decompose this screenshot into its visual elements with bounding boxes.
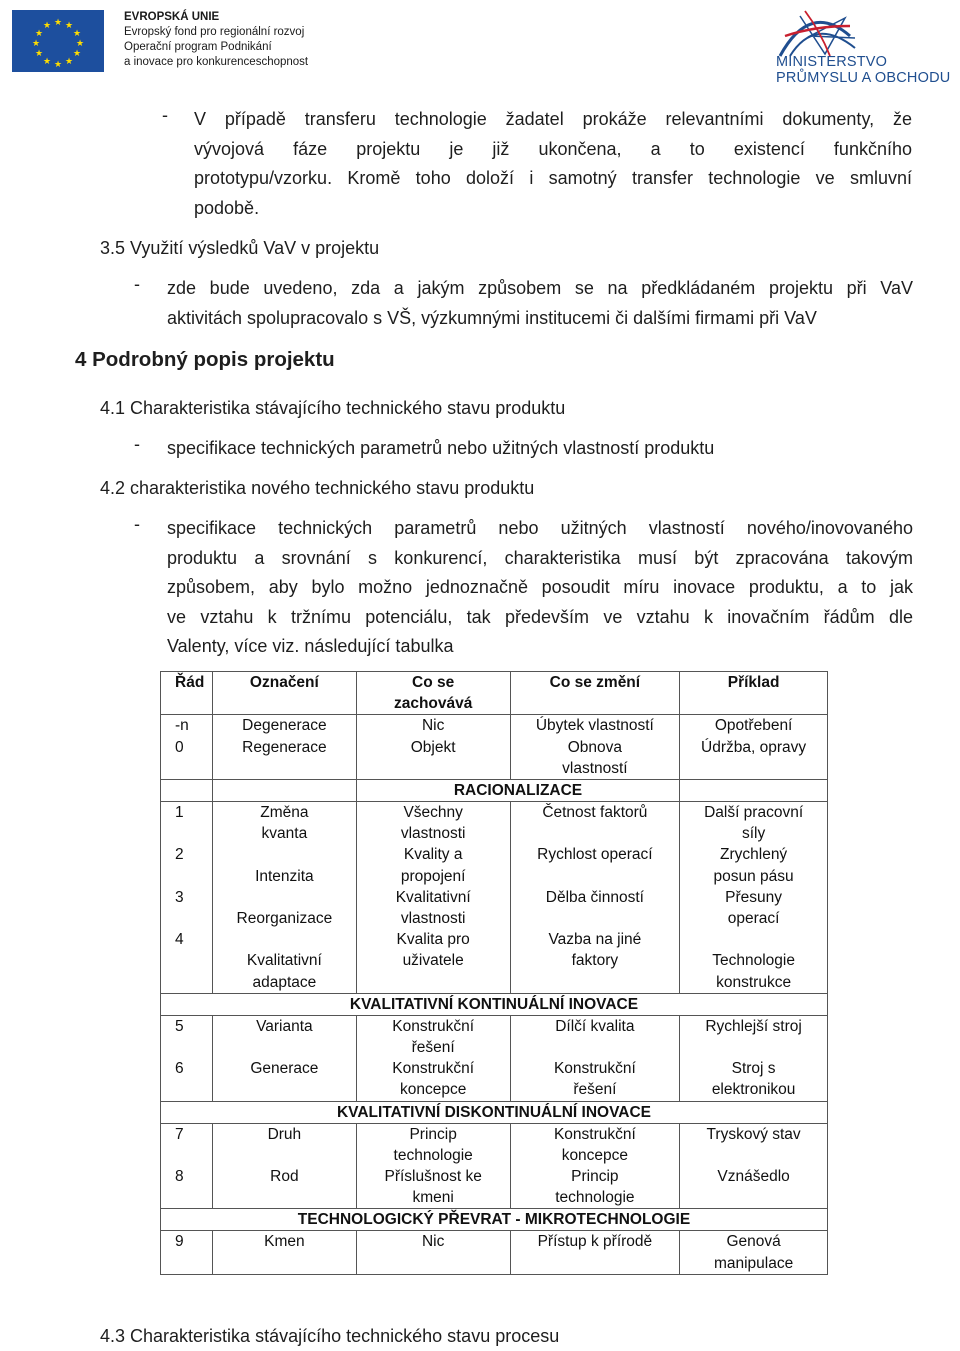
section-3-5-heading: 3.5 Využití výsledků VaV v projektu (100, 238, 380, 258)
paragraph-line: prototypu/vzorku. Kromě toho doloží i samotný transfer technologie ve smluvní (194, 168, 912, 188)
header-cell (356, 672, 510, 715)
table-cell (510, 802, 680, 994)
cell-line (213, 1037, 356, 1058)
cell-line: uživatele (402, 952, 464, 970)
eu-stars-icon (12, 10, 104, 72)
table-cell (356, 1231, 510, 1274)
cell-line: Kvalitativní (246, 952, 322, 970)
section-4-1-bullet: specifikace technických parametrů nebo užitných vlastností produktu (167, 438, 715, 458)
transfer-paragraph (194, 105, 912, 223)
svg-text:★: ★ (64, 21, 74, 31)
cell-line (175, 1037, 212, 1058)
cell-line (511, 1037, 680, 1058)
table-cell (212, 1015, 356, 1101)
table-cell (510, 1231, 680, 1274)
svg-text:★: ★ (31, 39, 41, 49)
cell-line: 8 (175, 1168, 184, 1186)
paragraph-line: V případě transferu technologie žadatel prokáže relevantními dokumenty, že (194, 109, 912, 129)
cell-line: 2 (175, 846, 184, 864)
cell-line: Řád (175, 674, 205, 691)
header-cell (680, 672, 828, 715)
cell-line: Nic (421, 1233, 445, 1251)
svg-text:★: ★ (53, 18, 63, 28)
cell-line (213, 1145, 356, 1166)
cell-line: Označení (249, 674, 319, 691)
cell-line: koncepce (561, 1146, 629, 1164)
cell-line: Varianta (256, 1017, 313, 1035)
cell-line (680, 1037, 827, 1058)
cell-line: Četnost faktorů (542, 804, 648, 822)
header-cell (161, 672, 213, 715)
cell-line: Intenzita (255, 867, 314, 885)
table-cell (680, 1231, 828, 1274)
table-band-row (161, 1101, 828, 1123)
table-cell (212, 1231, 356, 1274)
cell-line: Degenerace (242, 717, 327, 735)
table-row (161, 1231, 828, 1274)
cell-line: Kvality a (403, 846, 463, 864)
mpo-line: PRŮMYSLU A OBCHODU (776, 70, 951, 86)
cell-line: Další pracovní (704, 804, 804, 822)
cell-line: Rod (270, 1168, 299, 1186)
cell-line: faktory (571, 952, 619, 970)
cell-line (175, 908, 212, 929)
eu-line: Operační program Podnikání (124, 41, 272, 53)
cell-line: 4 (175, 931, 184, 949)
cell-line: Regenerace (242, 738, 327, 756)
cell-line: kmeni (412, 1189, 454, 1207)
cell-line: technologie (555, 1189, 635, 1207)
band-kontinualni: KVALITATIVNÍ KONTINUÁLNÍ INOVACE (161, 993, 828, 1015)
cell-line: elektronikou (711, 1081, 796, 1099)
paragraph-line: vývojová fáze projektu je již ukončena, a to existencí funkčního (194, 138, 912, 159)
cell-line: Konstrukční (553, 1060, 636, 1078)
band-diskontinualni: KVALITATIVNÍ DISKONTINUÁLNÍ INOVACE (161, 1101, 828, 1123)
cell-line (213, 929, 356, 950)
cell-line: vlastností (562, 759, 628, 777)
cell-line: Dílčí kvalita (555, 1017, 635, 1035)
cell-line: Konstrukční (392, 1017, 475, 1035)
table-cell (356, 1123, 510, 1209)
paragraph-line: podobě. (194, 197, 260, 218)
table-cell (510, 715, 680, 780)
eu-flag-logo (12, 10, 104, 72)
cell-line: síly (741, 825, 766, 843)
cell-line: 0 (175, 738, 184, 756)
paragraph-line: zde bude uvedeno, zda a jakým způsobem se na předkládaném projektu při VaV (167, 278, 913, 298)
cell-line: vlastnosti (400, 825, 466, 843)
cell-line: Kmen (264, 1233, 305, 1251)
paragraph-line: aktivitách spolupracovalo s VŠ, výzkumnými institucemi či dalšími firmami při VaV (167, 307, 817, 328)
paragraph-line: Valenty, více viz. následující tabulka (167, 636, 454, 656)
bullet-dash: - (134, 434, 140, 454)
chapter-4-heading: 4 Podrobný popis projektu (75, 348, 335, 371)
cell-line: 1 (175, 804, 184, 822)
cell-line: konstrukce (716, 973, 792, 991)
cell-line: technologie (393, 1146, 473, 1164)
table-cell (680, 802, 828, 994)
cell-line: 6 (175, 1060, 184, 1078)
table-row (161, 1123, 828, 1209)
svg-text:★: ★ (42, 57, 52, 67)
eu-program-text (124, 10, 308, 70)
eu-line: Evropský fond pro regionální rozvoj (124, 26, 305, 38)
innovation-orders-table (160, 671, 828, 1275)
cell-line: Reorganizace (236, 910, 333, 928)
cell-line: Rychlejší stroj (705, 1017, 802, 1035)
header-cell (212, 672, 356, 715)
cell-line: Příklad (727, 674, 780, 691)
table-cell (212, 1123, 356, 1209)
table-cell (161, 715, 213, 780)
paragraph-line: způsobem, aby bylo možno jednoznačně posoudit míru inovace produktu, a to jak (167, 577, 913, 597)
cell-line: Druh (267, 1125, 302, 1143)
band-prevrat: TECHNOLOGICKÝ PŘEVRAT - MIKROTECHNOLOGIE (161, 1209, 828, 1231)
cell-line: řešení (411, 1039, 455, 1057)
cell-line: propojení (400, 867, 466, 885)
cell-line: Tryskový stav (706, 1125, 801, 1143)
svg-text:★: ★ (64, 57, 74, 67)
eu-line: a inovace pro konkurenceschopnost (124, 56, 309, 68)
mpo-line: MINISTERSTVO (776, 54, 888, 70)
cell-line: manipulace (713, 1254, 794, 1272)
cell-line: vlastnosti (400, 910, 466, 928)
cell-line: 5 (175, 1017, 184, 1035)
cell-line (175, 1145, 212, 1166)
cell-line: Konstrukční (553, 1125, 636, 1143)
cell-line: Rychlost operací (537, 846, 653, 864)
table-row (161, 1015, 828, 1101)
svg-text:★: ★ (75, 39, 85, 49)
table-row (161, 715, 828, 780)
cell-line (680, 929, 827, 950)
table-cell (212, 802, 356, 994)
cell-line: Co se změní (549, 674, 641, 691)
cell-line: 3 (175, 888, 184, 906)
table-cell (680, 1015, 828, 1101)
cell-line: Dělba činností (545, 888, 644, 906)
cell-line: Konstrukční (392, 1060, 475, 1078)
cell-line (213, 844, 356, 865)
cell-line (511, 908, 680, 929)
svg-text:★: ★ (34, 49, 44, 59)
svg-text:★: ★ (34, 29, 44, 39)
cell-line: Kvalita pro (396, 931, 470, 949)
bullet-dash: - (134, 274, 140, 294)
cell-line: Co se (412, 674, 455, 691)
table-cell (510, 1015, 680, 1101)
paragraph-line: specifikace technických parametrů nebo užitných vlastností nového/inovovaného (167, 518, 913, 538)
table-band-row (161, 1209, 828, 1231)
section-4-2-heading: 4.2 charakteristika nového technického stavu produktu (100, 478, 535, 498)
cell-line (511, 866, 680, 887)
table-cell (680, 715, 828, 780)
cell-line (175, 823, 212, 844)
table-cell (161, 802, 213, 994)
paragraph-line: produktu a srovnání s konkurencí, charakteristika musí být zpracována takovým (167, 547, 913, 568)
cell-line: Nic (421, 717, 445, 735)
cell-line: -n (175, 717, 189, 735)
table-row (161, 802, 828, 994)
cell-line: Stroj s (731, 1060, 776, 1078)
cell-line: Přístup k přírodě (537, 1233, 653, 1251)
section-4-2-paragraph (167, 514, 913, 662)
cell-line: Objekt (410, 738, 456, 756)
table-cell (212, 715, 356, 780)
cell-line (213, 887, 356, 908)
table-cell (356, 715, 510, 780)
table-cell (510, 1123, 680, 1209)
cell-line: adaptace (252, 973, 317, 991)
bullet-dash: - (162, 105, 168, 125)
cell-line: Technologie (712, 952, 795, 970)
cell-line: Princip (409, 1125, 457, 1143)
cell-line: 9 (175, 1233, 184, 1251)
table-band-row (161, 780, 828, 802)
cell-line: Přesuny (725, 888, 783, 906)
table-cell (161, 1231, 213, 1274)
svg-text:★: ★ (42, 21, 52, 31)
svg-text:★: ★ (72, 29, 82, 39)
svg-text:★: ★ (72, 49, 82, 59)
bullet-dash: - (134, 514, 140, 534)
header-cell (510, 672, 680, 715)
table-cell (161, 1123, 213, 1209)
cell-line: Kvalitativní (395, 888, 471, 906)
cell-line: Údržba, opravy (701, 738, 807, 756)
cell-line (511, 823, 680, 844)
cell-line: 7 (175, 1125, 184, 1143)
cell-line: Vazba na jiné (548, 931, 642, 949)
table-cell (680, 1123, 828, 1209)
cell-line: Zrychlený (720, 846, 788, 864)
section-3-5-paragraph (167, 274, 913, 333)
table-cell (356, 802, 510, 994)
mpo-text (776, 54, 950, 86)
table-cell (356, 1015, 510, 1101)
cell-line: Změna (260, 804, 309, 822)
cell-line: koncepce (399, 1081, 467, 1099)
paragraph-line: ve vztahu k tržnímu potenciálu, tak především ve vztahu k inovačním řádům dle (167, 606, 913, 627)
cell-line: Příslušnost ke (384, 1168, 482, 1186)
cell-line: posun pásu (713, 867, 794, 885)
eu-line: EVROPSKÁ UNIE (124, 11, 220, 23)
cell-line: Všechny (403, 804, 463, 822)
table-cell (161, 1015, 213, 1101)
cell-line: zachovává (393, 695, 473, 713)
cell-line: řešení (573, 1081, 617, 1099)
cell-line: Opotřebení (714, 717, 793, 735)
cell-line (680, 1145, 827, 1166)
cell-line: Úbytek vlastností (535, 717, 654, 735)
table-band-row (161, 993, 828, 1015)
cell-line: Genová (726, 1233, 781, 1251)
table-header-row (161, 672, 828, 715)
section-4-1-heading: 4.1 Charakteristika stávajícího technického stavu produktu (100, 398, 566, 418)
cell-line: Princip (571, 1168, 619, 1186)
cell-line (175, 866, 212, 887)
cell-line: Vznášedlo (717, 1168, 790, 1186)
cell-line: operací (727, 910, 780, 928)
cell-line: kvanta (261, 825, 308, 843)
section-4-3-heading: 4.3 Charakteristika stávajícího technického stavu procesu (100, 1326, 560, 1346)
svg-text:★: ★ (53, 60, 63, 70)
cell-line: Obnova (567, 738, 623, 756)
cell-line: Generace (250, 1060, 319, 1078)
band-racionalizace: RACIONALIZACE (356, 780, 679, 802)
